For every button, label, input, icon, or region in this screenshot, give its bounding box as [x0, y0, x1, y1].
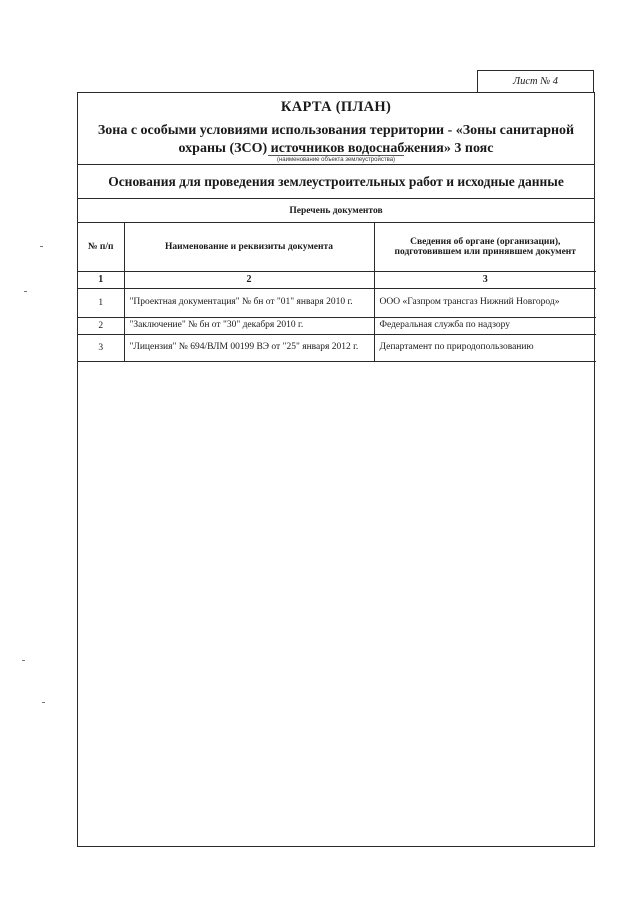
title-block — [78, 93, 594, 165]
object-name-caption: (наименование объекта землеустройства) — [276, 157, 396, 163]
row-number: 3 — [78, 334, 124, 361]
margin-mark — [40, 246, 43, 247]
section-title: Основания для проведения землеустроительных работ и исходные данные — [78, 165, 594, 199]
margin-mark — [24, 291, 27, 292]
documents-list-title: Перечень документов — [78, 199, 594, 223]
table-row — [78, 334, 596, 361]
row-number: 1 — [78, 288, 124, 317]
column-number: 2 — [124, 271, 374, 288]
column-header-org: Сведения об органе (организации), подготовившем или принявшем документ — [374, 223, 596, 271]
document-organization: Департамент по природопользованию — [374, 334, 596, 361]
documents-table — [78, 223, 596, 362]
object-name-underline — [268, 155, 404, 156]
margin-mark — [22, 660, 25, 661]
document-name: "Лицензия" № 694/ВЛМ 00199 ВЭ от "25" января 2012 г. — [124, 334, 374, 361]
column-number: 1 — [78, 271, 124, 288]
document-organization: Федеральная служба по надзору — [374, 317, 596, 334]
column-number: 3 — [374, 271, 596, 288]
document-name: "Заключение" № бн от "30" декабря 2010 г. — [124, 317, 374, 334]
table-row — [78, 288, 596, 317]
table-header-row — [78, 223, 596, 271]
document-frame — [77, 92, 595, 847]
object-name: Зона с особыми условиями использования территории - «Зоны санитарной охраны (ЗСО) источников водоснабжения» 3 пояс — [97, 123, 575, 156]
document-organization: ООО «Газпром трансгаз Нижний Новгород» — [374, 288, 596, 317]
column-header-num: № п/п — [78, 223, 124, 271]
margin-mark — [42, 702, 45, 703]
table-row — [78, 317, 596, 334]
column-header-name: Наименование и реквизиты документа — [124, 223, 374, 271]
column-number-row — [78, 271, 596, 288]
page-title: КАРТА (ПЛАН) — [280, 99, 392, 115]
document-name: "Проектная документация" № бн от "01" января 2010 г. — [124, 288, 374, 317]
sheet-number: Лист № 4 — [477, 70, 594, 92]
row-number: 2 — [78, 317, 124, 334]
